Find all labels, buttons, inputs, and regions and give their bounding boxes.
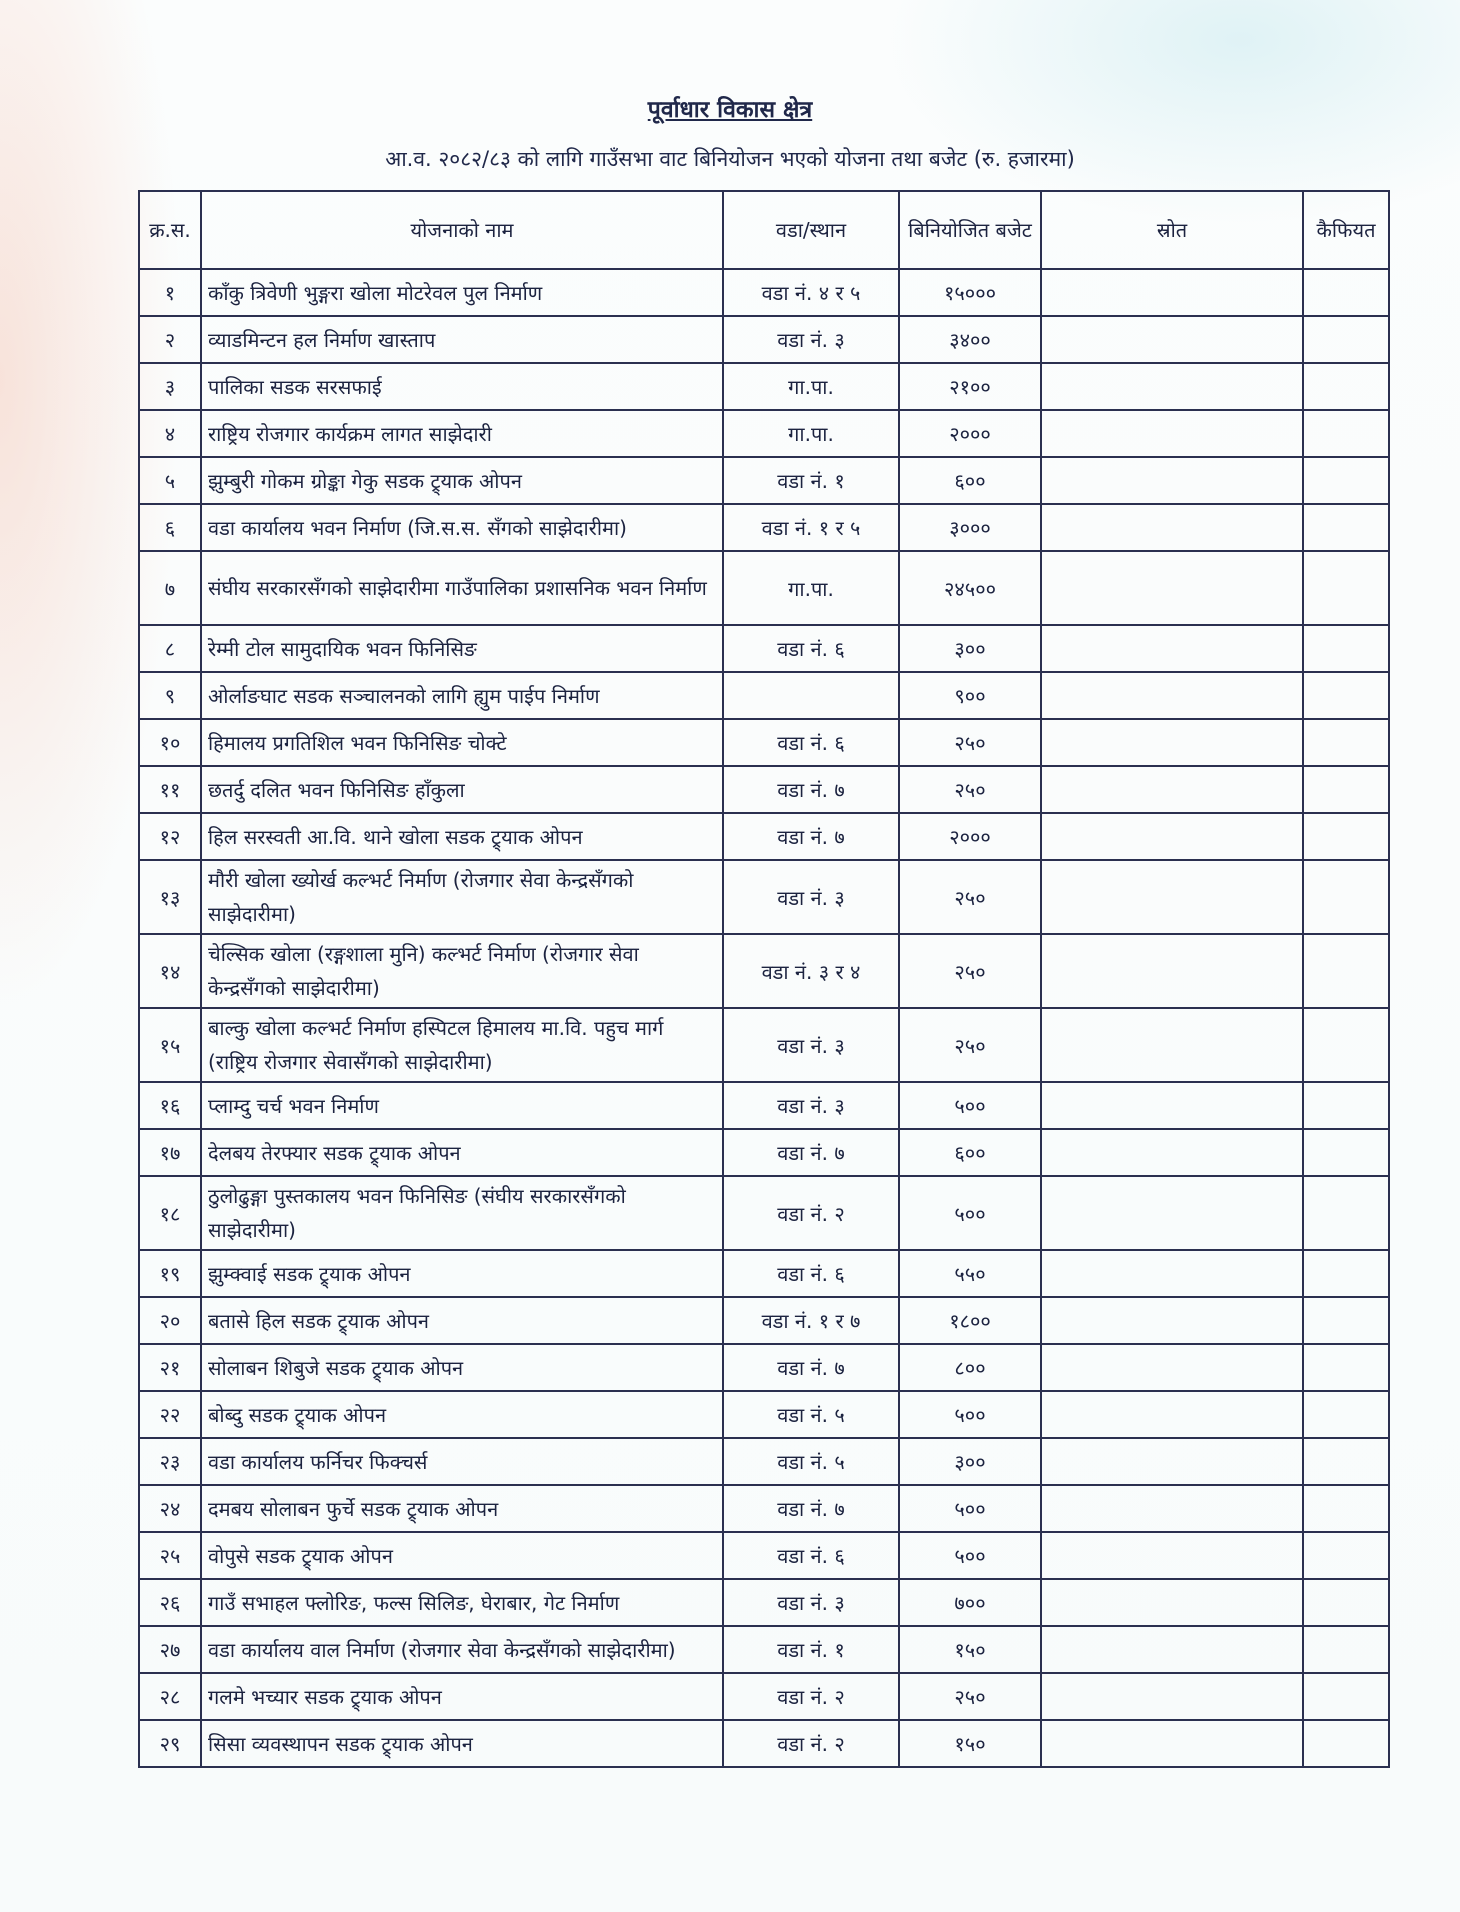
cell-serial: १३	[139, 860, 201, 934]
cell-serial: १५	[139, 1008, 201, 1082]
cell-project-name: रेम्मी टोल सामुदायिक भवन फिनिसिङ	[201, 625, 723, 672]
cell-serial: ४	[139, 410, 201, 457]
cell-serial: ७	[139, 551, 201, 625]
cell-ward-location: वडा नं. ७	[723, 1129, 899, 1176]
cell-project-name: वडा कार्यालय भवन निर्माण (जि.स.स. सँगको साझेदारीमा)	[201, 504, 723, 551]
cell-project-name: काँकु त्रिवेणी भुङ्गरा खोला मोटरेवल पुल निर्माण	[201, 269, 723, 316]
cell-budget: ८००	[899, 1344, 1041, 1391]
cell-budget: ९००	[899, 672, 1041, 719]
cell-project-name: मौरी खोला ख्योर्ख कल्भर्ट निर्माण (रोजगार सेवा केन्द्रसँगको साझेदारीमा)	[201, 860, 723, 934]
cell-serial: २८	[139, 1673, 201, 1720]
cell-budget: २५०	[899, 1008, 1041, 1082]
cell-source	[1041, 1391, 1303, 1438]
cell-serial: २९	[139, 1720, 201, 1767]
table-row	[139, 1008, 1389, 1082]
cell-serial: २६	[139, 1579, 201, 1626]
table-row	[139, 1391, 1389, 1438]
table-row	[139, 719, 1389, 766]
cell-ward-location: वडा नं. ३ र ४	[723, 934, 899, 1008]
cell-remarks	[1303, 1626, 1389, 1673]
cell-source	[1041, 1720, 1303, 1767]
cell-budget: २१००	[899, 363, 1041, 410]
cell-budget: २५०	[899, 1673, 1041, 1720]
cell-budget: २४५००	[899, 551, 1041, 625]
cell-ward-location: वडा नं. १	[723, 1626, 899, 1673]
cell-source	[1041, 1344, 1303, 1391]
header-allocated-budget: बिनियोजित बजेट	[899, 191, 1041, 269]
cell-remarks	[1303, 1438, 1389, 1485]
cell-budget: ५००	[899, 1532, 1041, 1579]
cell-project-name: वडा कार्यालय वाल निर्माण (रोजगार सेवा केन्द्रसँगको साझेदारीमा)	[201, 1626, 723, 1673]
cell-remarks	[1303, 813, 1389, 860]
cell-serial: ९	[139, 672, 201, 719]
table-row	[139, 457, 1389, 504]
header-project-name: योजनाको नाम	[201, 191, 723, 269]
cell-source	[1041, 1297, 1303, 1344]
cell-ward-location: गा.पा.	[723, 410, 899, 457]
cell-budget: १५०	[899, 1626, 1041, 1673]
cell-serial: १२	[139, 813, 201, 860]
cell-serial: २३	[139, 1438, 201, 1485]
cell-ward-location: वडा नं. १	[723, 457, 899, 504]
cell-project-name: हिमालय प्रगतिशिल भवन फिनिसिङ चोक्टे	[201, 719, 723, 766]
cell-ward-location: गा.पा.	[723, 363, 899, 410]
cell-serial: २५	[139, 1532, 201, 1579]
cell-ward-location	[723, 672, 899, 719]
table-row	[139, 1485, 1389, 1532]
cell-serial: ५	[139, 457, 201, 504]
cell-serial: २१	[139, 1344, 201, 1391]
cell-source	[1041, 1082, 1303, 1129]
table-row	[139, 766, 1389, 813]
header-ward-location: वडा/स्थान	[723, 191, 899, 269]
cell-remarks	[1303, 1720, 1389, 1767]
cell-ward-location: वडा नं. ६	[723, 1250, 899, 1297]
cell-project-name: दमबय सोलाबन फुर्चे सडक ट्र्याक ओपन	[201, 1485, 723, 1532]
cell-source	[1041, 813, 1303, 860]
cell-remarks	[1303, 269, 1389, 316]
cell-budget: ५००	[899, 1391, 1041, 1438]
cell-project-name: बोब्दु सडक ट्र्याक ओपन	[201, 1391, 723, 1438]
cell-remarks	[1303, 1250, 1389, 1297]
cell-budget: ७००	[899, 1579, 1041, 1626]
cell-remarks	[1303, 1297, 1389, 1344]
cell-project-name: बाल्कु खोला कल्भर्ट निर्माण हस्पिटल हिमालय मा.वि. पहुच मार्ग (राष्ट्रिय रोजगार सेवासँगको साझेदारीमा)	[201, 1008, 723, 1082]
cell-budget: २५०	[899, 719, 1041, 766]
table-row	[139, 813, 1389, 860]
cell-project-name: हिल सरस्वती आ.वि. थाने खोला सडक ट्र्याक ओपन	[201, 813, 723, 860]
cell-source	[1041, 1176, 1303, 1250]
cell-ward-location: वडा नं. ३	[723, 1082, 899, 1129]
cell-ward-location: वडा नं. ५	[723, 1438, 899, 1485]
cell-ward-location: वडा नं. ३	[723, 1579, 899, 1626]
cell-serial: ६	[139, 504, 201, 551]
cell-ward-location: गा.पा.	[723, 551, 899, 625]
cell-project-name: गलमे भच्यार सडक ट्र्याक ओपन	[201, 1673, 723, 1720]
cell-serial: ३	[139, 363, 201, 410]
cell-project-name: प्लाम्दु चर्च भवन निर्माण	[201, 1082, 723, 1129]
cell-serial: २७	[139, 1626, 201, 1673]
cell-source	[1041, 1532, 1303, 1579]
cell-project-name: सोलाबन शिबुजे सडक ट्र्याक ओपन	[201, 1344, 723, 1391]
cell-ward-location: वडा नं. ६	[723, 719, 899, 766]
cell-project-name: ठुलोढुङ्गा पुस्तकालय भवन फिनिसिङ (संघीय सरकारसँगको साझेदारीमा)	[201, 1176, 723, 1250]
table-row	[139, 269, 1389, 316]
cell-ward-location: वडा नं. ७	[723, 1344, 899, 1391]
cell-source	[1041, 719, 1303, 766]
cell-serial: १८	[139, 1176, 201, 1250]
cell-project-name: झुम्क्वाई सडक ट्र्याक ओपन	[201, 1250, 723, 1297]
cell-remarks	[1303, 504, 1389, 551]
cell-project-name: देलबय तेरफ्यार सडक ट्र्याक ओपन	[201, 1129, 723, 1176]
cell-project-name: छतर्दु दलित भवन फिनिसिङ हाँकुला	[201, 766, 723, 813]
cell-budget: २०००	[899, 410, 1041, 457]
cell-budget: ५००	[899, 1485, 1041, 1532]
cell-source	[1041, 457, 1303, 504]
cell-project-name: बतासे हिल सडक ट्र्याक ओपन	[201, 1297, 723, 1344]
cell-ward-location: वडा नं. २	[723, 1176, 899, 1250]
cell-remarks	[1303, 1008, 1389, 1082]
table-row	[139, 551, 1389, 625]
cell-source	[1041, 363, 1303, 410]
document-title: पूर्वाधार विकास क्षेत्र	[647, 97, 813, 123]
cell-project-name: व्याडमिन्टन हल निर्माण खास्ताप	[201, 316, 723, 363]
cell-source	[1041, 1129, 1303, 1176]
cell-budget: ६००	[899, 457, 1041, 504]
table-row	[139, 1438, 1389, 1485]
cell-source	[1041, 1673, 1303, 1720]
cell-source	[1041, 625, 1303, 672]
cell-source	[1041, 860, 1303, 934]
cell-serial: १०	[139, 719, 201, 766]
cell-ward-location: वडा नं. ७	[723, 766, 899, 813]
cell-source	[1041, 934, 1303, 1008]
cell-budget: २०००	[899, 813, 1041, 860]
header-remarks: कैफियत	[1303, 191, 1389, 269]
cell-source	[1041, 1438, 1303, 1485]
cell-source	[1041, 551, 1303, 625]
cell-source	[1041, 1626, 1303, 1673]
cell-ward-location: वडा नं. ३	[723, 860, 899, 934]
cell-ward-location: वडा नं. २	[723, 1720, 899, 1767]
cell-ward-location: वडा नं. ३	[723, 316, 899, 363]
cell-remarks	[1303, 1485, 1389, 1532]
cell-remarks	[1303, 1673, 1389, 1720]
cell-remarks	[1303, 316, 1389, 363]
cell-budget: २५०	[899, 934, 1041, 1008]
table-body	[139, 269, 1389, 1767]
cell-source	[1041, 316, 1303, 363]
cell-remarks	[1303, 719, 1389, 766]
cell-project-name: राष्ट्रिय रोजगार कार्यक्रम लागत साझेदारी	[201, 410, 723, 457]
cell-ward-location: वडा नं. ६	[723, 1532, 899, 1579]
budget-table	[138, 190, 1390, 1768]
cell-budget: ३४००	[899, 316, 1041, 363]
cell-budget: १५०	[899, 1720, 1041, 1767]
cell-remarks	[1303, 625, 1389, 672]
cell-serial: ८	[139, 625, 201, 672]
cell-source	[1041, 766, 1303, 813]
cell-project-name: संघीय सरकारसँगको साझेदारीमा गाउँपालिका प्रशासनिक भवन निर्माण	[201, 551, 723, 625]
table-row	[139, 1250, 1389, 1297]
cell-ward-location: वडा नं. ३	[723, 1008, 899, 1082]
cell-serial: १६	[139, 1082, 201, 1129]
cell-remarks	[1303, 1344, 1389, 1391]
cell-remarks	[1303, 1391, 1389, 1438]
table-row	[139, 1082, 1389, 1129]
header-source: स्रोत	[1041, 191, 1303, 269]
table-row	[139, 316, 1389, 363]
cell-remarks	[1303, 1579, 1389, 1626]
cell-source	[1041, 269, 1303, 316]
table-row	[139, 934, 1389, 1008]
cell-budget: ६००	[899, 1129, 1041, 1176]
cell-remarks	[1303, 934, 1389, 1008]
cell-budget: २५०	[899, 766, 1041, 813]
header-serial: क्र.स.	[139, 191, 201, 269]
cell-serial: २०	[139, 1297, 201, 1344]
cell-serial: १७	[139, 1129, 201, 1176]
cell-remarks	[1303, 363, 1389, 410]
cell-remarks	[1303, 860, 1389, 934]
cell-project-name: गाउँ सभाहल फ्लोरिङ, फल्स सिलिङ, घेराबार, गेट निर्माण	[201, 1579, 723, 1626]
cell-remarks	[1303, 672, 1389, 719]
table-row	[139, 1673, 1389, 1720]
cell-source	[1041, 1485, 1303, 1532]
cell-project-name: पालिका सडक सरसफाई	[201, 363, 723, 410]
table-row	[139, 1297, 1389, 1344]
cell-source	[1041, 504, 1303, 551]
table-row	[139, 860, 1389, 934]
cell-source	[1041, 1579, 1303, 1626]
table-row	[139, 672, 1389, 719]
cell-project-name: वडा कार्यालय फर्निचर फिक्चर्स	[201, 1438, 723, 1485]
cell-source	[1041, 672, 1303, 719]
cell-ward-location: वडा नं. १ र ५	[723, 504, 899, 551]
cell-ward-location: वडा नं. २	[723, 1673, 899, 1720]
cell-budget: ५५०	[899, 1250, 1041, 1297]
cell-budget: ३००	[899, 1438, 1041, 1485]
table-row	[139, 1129, 1389, 1176]
cell-serial: २	[139, 316, 201, 363]
cell-remarks	[1303, 766, 1389, 813]
cell-ward-location: वडा नं. ५	[723, 1391, 899, 1438]
cell-serial: १४	[139, 934, 201, 1008]
cell-source	[1041, 1250, 1303, 1297]
cell-source	[1041, 410, 1303, 457]
cell-project-name: चेल्सिक खोला (रङ्गशाला मुनि) कल्भर्ट निर्माण (रोजगार सेवा केन्द्रसँगको साझेदारीमा)	[201, 934, 723, 1008]
cell-budget: २५०	[899, 860, 1041, 934]
cell-remarks	[1303, 1176, 1389, 1250]
cell-budget: ३०००	[899, 504, 1041, 551]
cell-remarks	[1303, 1532, 1389, 1579]
cell-remarks	[1303, 410, 1389, 457]
cell-ward-location: वडा नं. ४ र ५	[723, 269, 899, 316]
cell-remarks	[1303, 1082, 1389, 1129]
cell-ward-location: वडा नं. ७	[723, 1485, 899, 1532]
table-row	[139, 1720, 1389, 1767]
cell-ward-location: वडा नं. ६	[723, 625, 899, 672]
table-row	[139, 625, 1389, 672]
cell-budget: ३००	[899, 625, 1041, 672]
cell-serial: १९	[139, 1250, 201, 1297]
table-row	[139, 410, 1389, 457]
table-row	[139, 504, 1389, 551]
cell-budget: १८००	[899, 1297, 1041, 1344]
table-row	[139, 1626, 1389, 1673]
table-row	[139, 1176, 1389, 1250]
cell-budget: १५०००	[899, 269, 1041, 316]
table-row	[139, 1532, 1389, 1579]
cell-serial: २४	[139, 1485, 201, 1532]
cell-remarks	[1303, 1129, 1389, 1176]
cell-budget: ५००	[899, 1082, 1041, 1129]
cell-project-name: सिसा व्यवस्थापन सडक ट्र्याक ओपन	[201, 1720, 723, 1767]
cell-serial: १	[139, 269, 201, 316]
cell-remarks	[1303, 457, 1389, 504]
table-row	[139, 363, 1389, 410]
cell-source	[1041, 1008, 1303, 1082]
document-subtitle: आ.व. २०८२/८३ को लागि गाउँसभा वाट बिनियोजन भएको योजना तथा बजेट (रु. हजारमा)	[385, 147, 1075, 171]
cell-project-name: झुम्बुरी गोकम ग्रोङ्का गेकु सडक ट्र्याक ओपन	[201, 457, 723, 504]
cell-serial: २२	[139, 1391, 201, 1438]
cell-serial: ११	[139, 766, 201, 813]
cell-ward-location: वडा नं. ७	[723, 813, 899, 860]
cell-budget: ५००	[899, 1176, 1041, 1250]
cell-remarks	[1303, 551, 1389, 625]
cell-project-name: वोपुसे सडक ट्र्याक ओपन	[201, 1532, 723, 1579]
table-header-row	[139, 191, 1389, 269]
table-row	[139, 1344, 1389, 1391]
table-row	[139, 1579, 1389, 1626]
cell-project-name: ओर्लाङघाट सडक सञ्चालनको लागि ह्युम पाईप निर्माण	[201, 672, 723, 719]
cell-ward-location: वडा नं. १ र ७	[723, 1297, 899, 1344]
